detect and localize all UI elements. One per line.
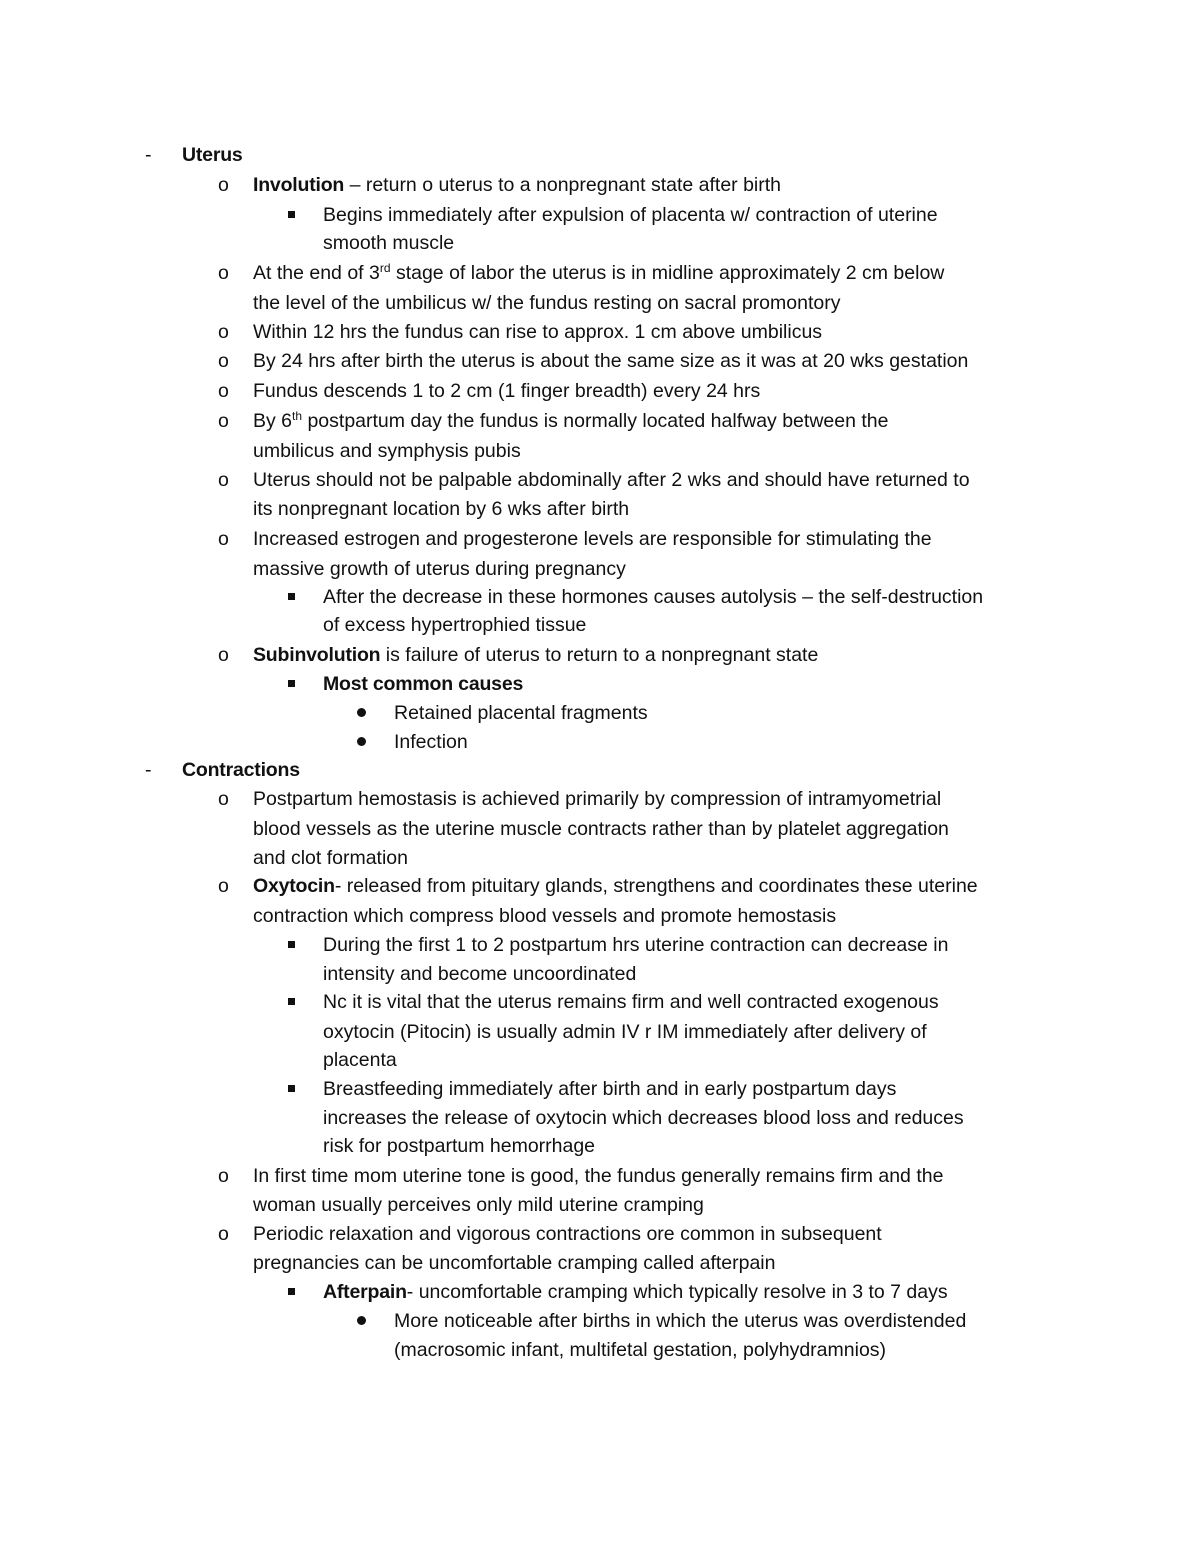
list-item-autolysis xyxy=(0,582,1200,612)
list-item-continuation xyxy=(0,1248,1200,1278)
circle-bullet: o xyxy=(218,262,229,284)
item-text: of excess hypertrophied tissue xyxy=(323,614,587,636)
item-text: stage of labor the uterus is in midline approximately 2 cm below xyxy=(390,262,945,284)
item-text: During the first 1 to 2 postpartum hrs uterine contraction can decrease in xyxy=(323,934,949,956)
item-text: postpartum day the fundus is normally located halfway between the xyxy=(302,410,889,432)
item-text: More noticeable after births in which the uterus was overdistended xyxy=(394,1310,967,1332)
circle-bullet: o xyxy=(218,350,229,372)
item-text: Nc it is vital that the uterus remains firm and well contracted exogenous xyxy=(323,991,939,1013)
item-text: risk for postpartum hemorrhage xyxy=(323,1135,596,1157)
circle-bullet: o xyxy=(218,469,229,491)
item-text: Postpartum hemostasis is achieved primarily by compression of intramyometrial xyxy=(253,788,942,810)
circle-bullet: o xyxy=(218,528,229,550)
list-item-continuation xyxy=(0,436,1200,466)
list-item-hemostasis xyxy=(0,784,1200,814)
dot-bullet xyxy=(357,708,366,717)
list-item-palpable xyxy=(0,465,1200,495)
term-afterpain: Afterpain xyxy=(323,1281,407,1303)
item-text: and clot formation xyxy=(253,847,409,869)
list-item-continuation xyxy=(0,554,1200,584)
dot-bullet xyxy=(357,737,366,746)
circle-bullet: o xyxy=(218,644,229,666)
list-item-continuation xyxy=(0,814,1200,844)
list-item-afterpain xyxy=(0,1277,1200,1307)
item-text: Periodic relaxation and vigorous contractions ore common in subsequent xyxy=(253,1223,882,1245)
section-heading-contractions xyxy=(0,755,1200,785)
list-item-continuation xyxy=(0,1103,1200,1133)
circle-bullet: o xyxy=(218,1165,229,1187)
square-bullet xyxy=(288,941,295,948)
circle-bullet: o xyxy=(218,788,229,810)
square-bullet xyxy=(288,1288,295,1295)
square-bullet xyxy=(288,211,295,218)
definition-text: – return o uterus to a nonpregnant state after birth xyxy=(344,174,782,196)
definition-text: - released from pituitary glands, strengthens and coordinates these uterine xyxy=(334,875,978,897)
item-text: Begins immediately after expulsion of placenta w/ contraction of uterine xyxy=(323,204,938,226)
list-item-third-stage xyxy=(0,258,1200,288)
item-text: Breastfeeding immediately after birth and in early postpartum days xyxy=(323,1078,897,1100)
list-item-by-24 xyxy=(0,346,1200,376)
list-item-oxytocin xyxy=(0,871,1200,901)
list-item-estrogen xyxy=(0,524,1200,554)
list-item-subinvolution xyxy=(0,640,1200,670)
item-text: its nonpregnant location by 6 wks after birth xyxy=(253,498,630,520)
list-item-first-hrs xyxy=(0,930,1200,960)
list-item-involution xyxy=(0,170,1200,200)
list-item-sixth-day xyxy=(0,406,1200,436)
list-item-continuation xyxy=(0,1045,1200,1075)
dash-bullet: - xyxy=(145,759,152,781)
square-bullet xyxy=(288,593,295,600)
circle-bullet: o xyxy=(218,1223,229,1245)
list-item-continuation xyxy=(0,228,1200,258)
superscript: rd xyxy=(379,261,391,275)
square-bullet xyxy=(288,1085,295,1092)
list-item-noticeable xyxy=(0,1306,1200,1336)
list-item-continuation xyxy=(0,1190,1200,1220)
list-item-within-12 xyxy=(0,317,1200,347)
square-bullet xyxy=(288,680,295,687)
item-text: At the end of 3 xyxy=(253,262,380,284)
superscript: th xyxy=(292,409,303,423)
list-item-pitocin xyxy=(0,987,1200,1017)
item-text: oxytocin (Pitocin) is usually admin IV r IM immediately after delivery of xyxy=(323,1021,927,1043)
item-text: By 24 hrs after birth the uterus is about the same size as it was at 20 wks gestation xyxy=(253,350,969,372)
list-item-first-time xyxy=(0,1161,1200,1191)
section-heading-uterus xyxy=(0,140,1200,170)
list-item-begins xyxy=(0,200,1200,230)
item-text: Most common causes xyxy=(323,673,524,695)
definition-text: - uncomfortable cramping which typically resolve in 3 to 7 days xyxy=(406,1281,948,1303)
item-text: intensity and become uncoordinated xyxy=(323,963,637,985)
list-item-periodic xyxy=(0,1219,1200,1249)
list-item-continuation xyxy=(0,610,1200,640)
list-item-descends xyxy=(0,376,1200,406)
item-text: Uterus should not be palpable abdominally after 2 wks and should have returned to xyxy=(253,469,970,491)
item-text: massive growth of uterus during pregnancy xyxy=(253,558,626,580)
list-item-cause xyxy=(0,727,1200,757)
item-text: woman usually perceives only mild uterine cramping xyxy=(253,1194,704,1216)
heading-text: Uterus xyxy=(182,144,243,166)
item-text: the level of the umbilicus w/ the fundus resting on sacral promontory xyxy=(253,292,841,314)
circle-bullet: o xyxy=(218,875,229,897)
item-text: Within 12 hrs the fundus can rise to approx. 1 cm above umbilicus xyxy=(253,321,823,343)
circle-bullet: o xyxy=(218,174,229,196)
list-item-continuation xyxy=(0,1131,1200,1161)
list-item-continuation xyxy=(0,1017,1200,1047)
list-item-common-causes xyxy=(0,669,1200,699)
item-text: In first time mom uterine tone is good, the fundus generally remains firm and the xyxy=(253,1165,944,1187)
square-bullet xyxy=(288,998,295,1005)
item-text: contraction which compress blood vessels and promote hemostasis xyxy=(253,905,837,927)
list-item-breastfeeding xyxy=(0,1074,1200,1104)
dash-bullet: - xyxy=(145,144,152,166)
term-oxytocin: Oxytocin xyxy=(253,875,335,897)
item-text: (macrosomic infant, multifetal gestation, polyhydramnios) xyxy=(394,1339,887,1361)
item-text: By 6 xyxy=(253,410,293,432)
list-item-continuation xyxy=(0,494,1200,524)
term-subinvolution: Subinvolution xyxy=(253,644,381,666)
definition-text: is failure of uterus to return to a nonpregnant state xyxy=(380,644,819,666)
item-text: blood vessels as the uterine muscle contracts rather than by platelet aggregation xyxy=(253,818,949,840)
item-text: Fundus descends 1 to 2 cm (1 finger breadth) every 24 hrs xyxy=(253,380,761,402)
circle-bullet: o xyxy=(218,321,229,343)
item-text: smooth muscle xyxy=(323,232,455,254)
list-item-cause xyxy=(0,698,1200,728)
term-involution: Involution xyxy=(253,174,345,196)
list-item-continuation xyxy=(0,843,1200,873)
dot-bullet xyxy=(357,1316,366,1325)
item-text: placenta xyxy=(323,1049,397,1071)
item-text: increases the release of oxytocin which decreases blood loss and reduces xyxy=(323,1107,964,1129)
list-item-continuation xyxy=(0,901,1200,931)
item-text: Increased estrogen and progesterone levels are responsible for stimulating the xyxy=(253,528,932,550)
item-text: umbilicus and symphysis pubis xyxy=(253,440,521,462)
item-text: Infection xyxy=(394,731,468,753)
circle-bullet: o xyxy=(218,410,229,432)
heading-text: Contractions xyxy=(182,759,300,781)
item-text: Retained placental fragments xyxy=(394,702,648,724)
list-item-continuation xyxy=(0,288,1200,318)
item-text: pregnancies can be uncomfortable cramping called afterpain xyxy=(253,1252,776,1274)
circle-bullet: o xyxy=(218,380,229,402)
list-item-continuation xyxy=(0,1335,1200,1365)
list-item-continuation xyxy=(0,959,1200,989)
item-text: After the decrease in these hormones causes autolysis – the self-destruction xyxy=(323,586,984,608)
